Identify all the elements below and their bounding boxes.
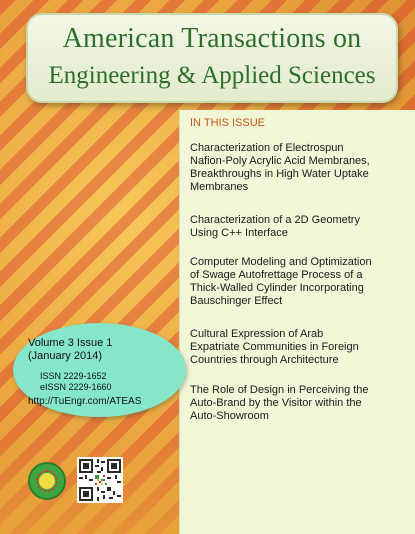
issue-date: (January 2014): [28, 350, 102, 362]
in-this-issue-header: IN THIS ISSUE: [190, 117, 265, 129]
article-title-line: Auto-Showroom: [190, 410, 269, 422]
eissn: eISSN 2229-1660: [40, 382, 112, 392]
article-item[interactable]: [190, 214, 408, 240]
article-title-line: The Role of Design in Perceiving the: [190, 384, 369, 396]
article-item[interactable]: [190, 384, 408, 423]
journal-seal-logo-icon: [28, 462, 66, 500]
in-this-issue-panel: [179, 110, 415, 534]
article-title-line: of Swage Autofrettage Process of a: [190, 269, 363, 281]
article-title-line: Thick-Walled Cylinder Incorporating: [190, 282, 364, 294]
journal-title-box: [26, 13, 398, 103]
article-title-line: Expatriate Communities in Foreign: [190, 341, 359, 353]
article-item[interactable]: [190, 142, 408, 194]
article-title-line: Using C++ Interface: [190, 227, 288, 239]
article-item[interactable]: [190, 256, 408, 308]
issn: ISSN 2229-1652: [40, 371, 107, 381]
volume-issue: Volume 3 Issue 1: [28, 337, 113, 349]
journal-url-link[interactable]: http://TuEngr.com/ATEAS: [28, 396, 142, 407]
volume-issue-text: [28, 337, 112, 363]
article-title-line: Countries through Architecture: [190, 354, 339, 366]
qr-code-icon: [77, 457, 123, 503]
article-title-line: Membranes: [190, 181, 249, 193]
article-title-line: Characterization of a 2D Geometry: [190, 214, 360, 226]
article-item[interactable]: [190, 328, 408, 367]
article-title-line: Bauschinger Effect: [190, 295, 283, 307]
journal-title-line2: Engineering & Applied Sciences: [48, 62, 376, 89]
article-title-line: Auto-Brand by the Visitor within the: [190, 397, 362, 409]
issn-block: [40, 371, 112, 393]
article-title-line: Characterization of Electrospun: [190, 142, 344, 154]
article-title-line: Computer Modeling and Optimization: [190, 256, 372, 268]
article-title-line: Cultural Expression of Arab: [190, 328, 324, 340]
article-title-line: Nafion-Poly Acrylic Acid Membranes,: [190, 155, 370, 167]
article-title-line: Breakthroughs in High Water Uptake: [190, 168, 369, 180]
logo-ring: [36, 470, 58, 492]
journal-title-line1: American Transactions on: [62, 23, 362, 54]
